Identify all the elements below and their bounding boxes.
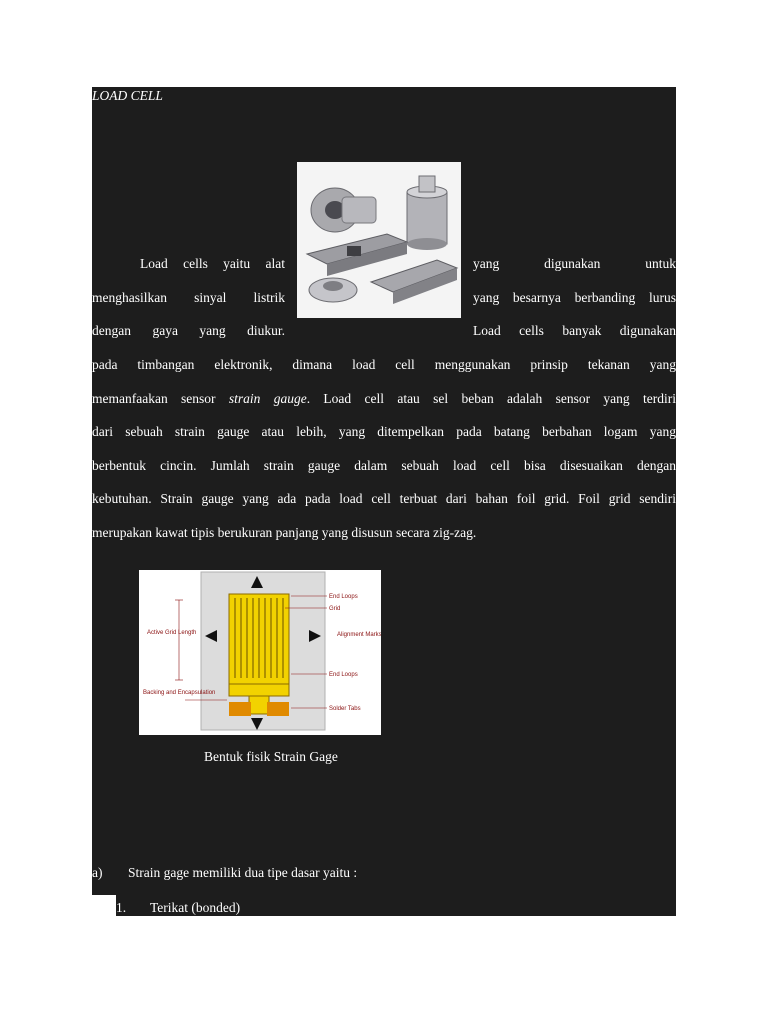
list-text-a: Strain gage memiliki dua tipe dasar yaitu :: [128, 865, 358, 880]
intro-right-column: [473, 247, 676, 348]
intro-right-line-1: yang digunakan untuk: [473, 256, 676, 271]
label-grid: Grid: [329, 606, 341, 612]
load-cell-photo: [297, 162, 461, 318]
para-line-2: [92, 382, 676, 416]
label-backing: Backing and Encapsulation: [143, 690, 216, 696]
para-line-6: merupakan kawat tipis berukuran panjang yang disusun secara zig-zag.: [92, 524, 477, 540]
section-heading: LOAD CELL: [92, 88, 163, 103]
list-marker-a: a): [92, 865, 103, 880]
label-active-grid-length: Active Grid Length: [147, 630, 197, 636]
list-text-1: Terikat (bonded): [150, 900, 241, 915]
para-line-3: dari sebuah strain gauge atau lebih, yang ditempelkan pada batang berbahan logam yang: [92, 424, 676, 439]
label-end-loops-bottom: End Loops: [329, 672, 358, 678]
intro-left-line-2: menghasilkan sinyal listrik: [92, 289, 285, 305]
document-page: [92, 87, 676, 916]
intro-right-line-3: Load cells banyak digunakan: [473, 323, 676, 338]
para-line-2-a: memanfaakan sensor: [92, 390, 229, 406]
body-paragraph: [92, 348, 676, 549]
list-marker-1: 1.: [116, 900, 127, 915]
page-notch: [92, 895, 116, 916]
para-line-1: pada timbangan elektronik, dimana load cell menggunakan prinsip tekanan yang: [92, 357, 676, 372]
strain-gauge-illustration: [139, 570, 381, 735]
label-alignment-marks: Alignment Marks: [337, 632, 381, 638]
intro-left-column: [92, 247, 285, 348]
figure-caption: Bentuk fisik Strain Gage: [204, 749, 338, 764]
para-line-4: berbentuk cincin. Jumlah strain gauge dalam sebuah load cell bisa disesuaikan dengan: [92, 457, 676, 473]
label-solder-tabs: Solder Tabs: [329, 706, 361, 712]
intro-left-line-3: dengan gaya yang diukur.: [92, 323, 285, 338]
para-line-5: kebutuhan. Strain gauge yang ada pada load cell terbuat dari bahan foil grid. Foil grid sendiri: [92, 491, 676, 506]
strain-gauge-term: strain gauge: [228, 390, 307, 406]
strain-gauge-diagram: [139, 570, 381, 735]
para-line-2-c: . Load cell atau sel beban adalah sensor yang terdiri: [306, 390, 676, 406]
intro-left-line-1: Load cells yaitu alat: [140, 256, 285, 271]
intro-right-line-2: yang besarnya berbanding lurus: [473, 289, 676, 305]
label-end-loops-top: End Loops: [329, 594, 358, 600]
load-cell-illustration: [297, 162, 461, 318]
